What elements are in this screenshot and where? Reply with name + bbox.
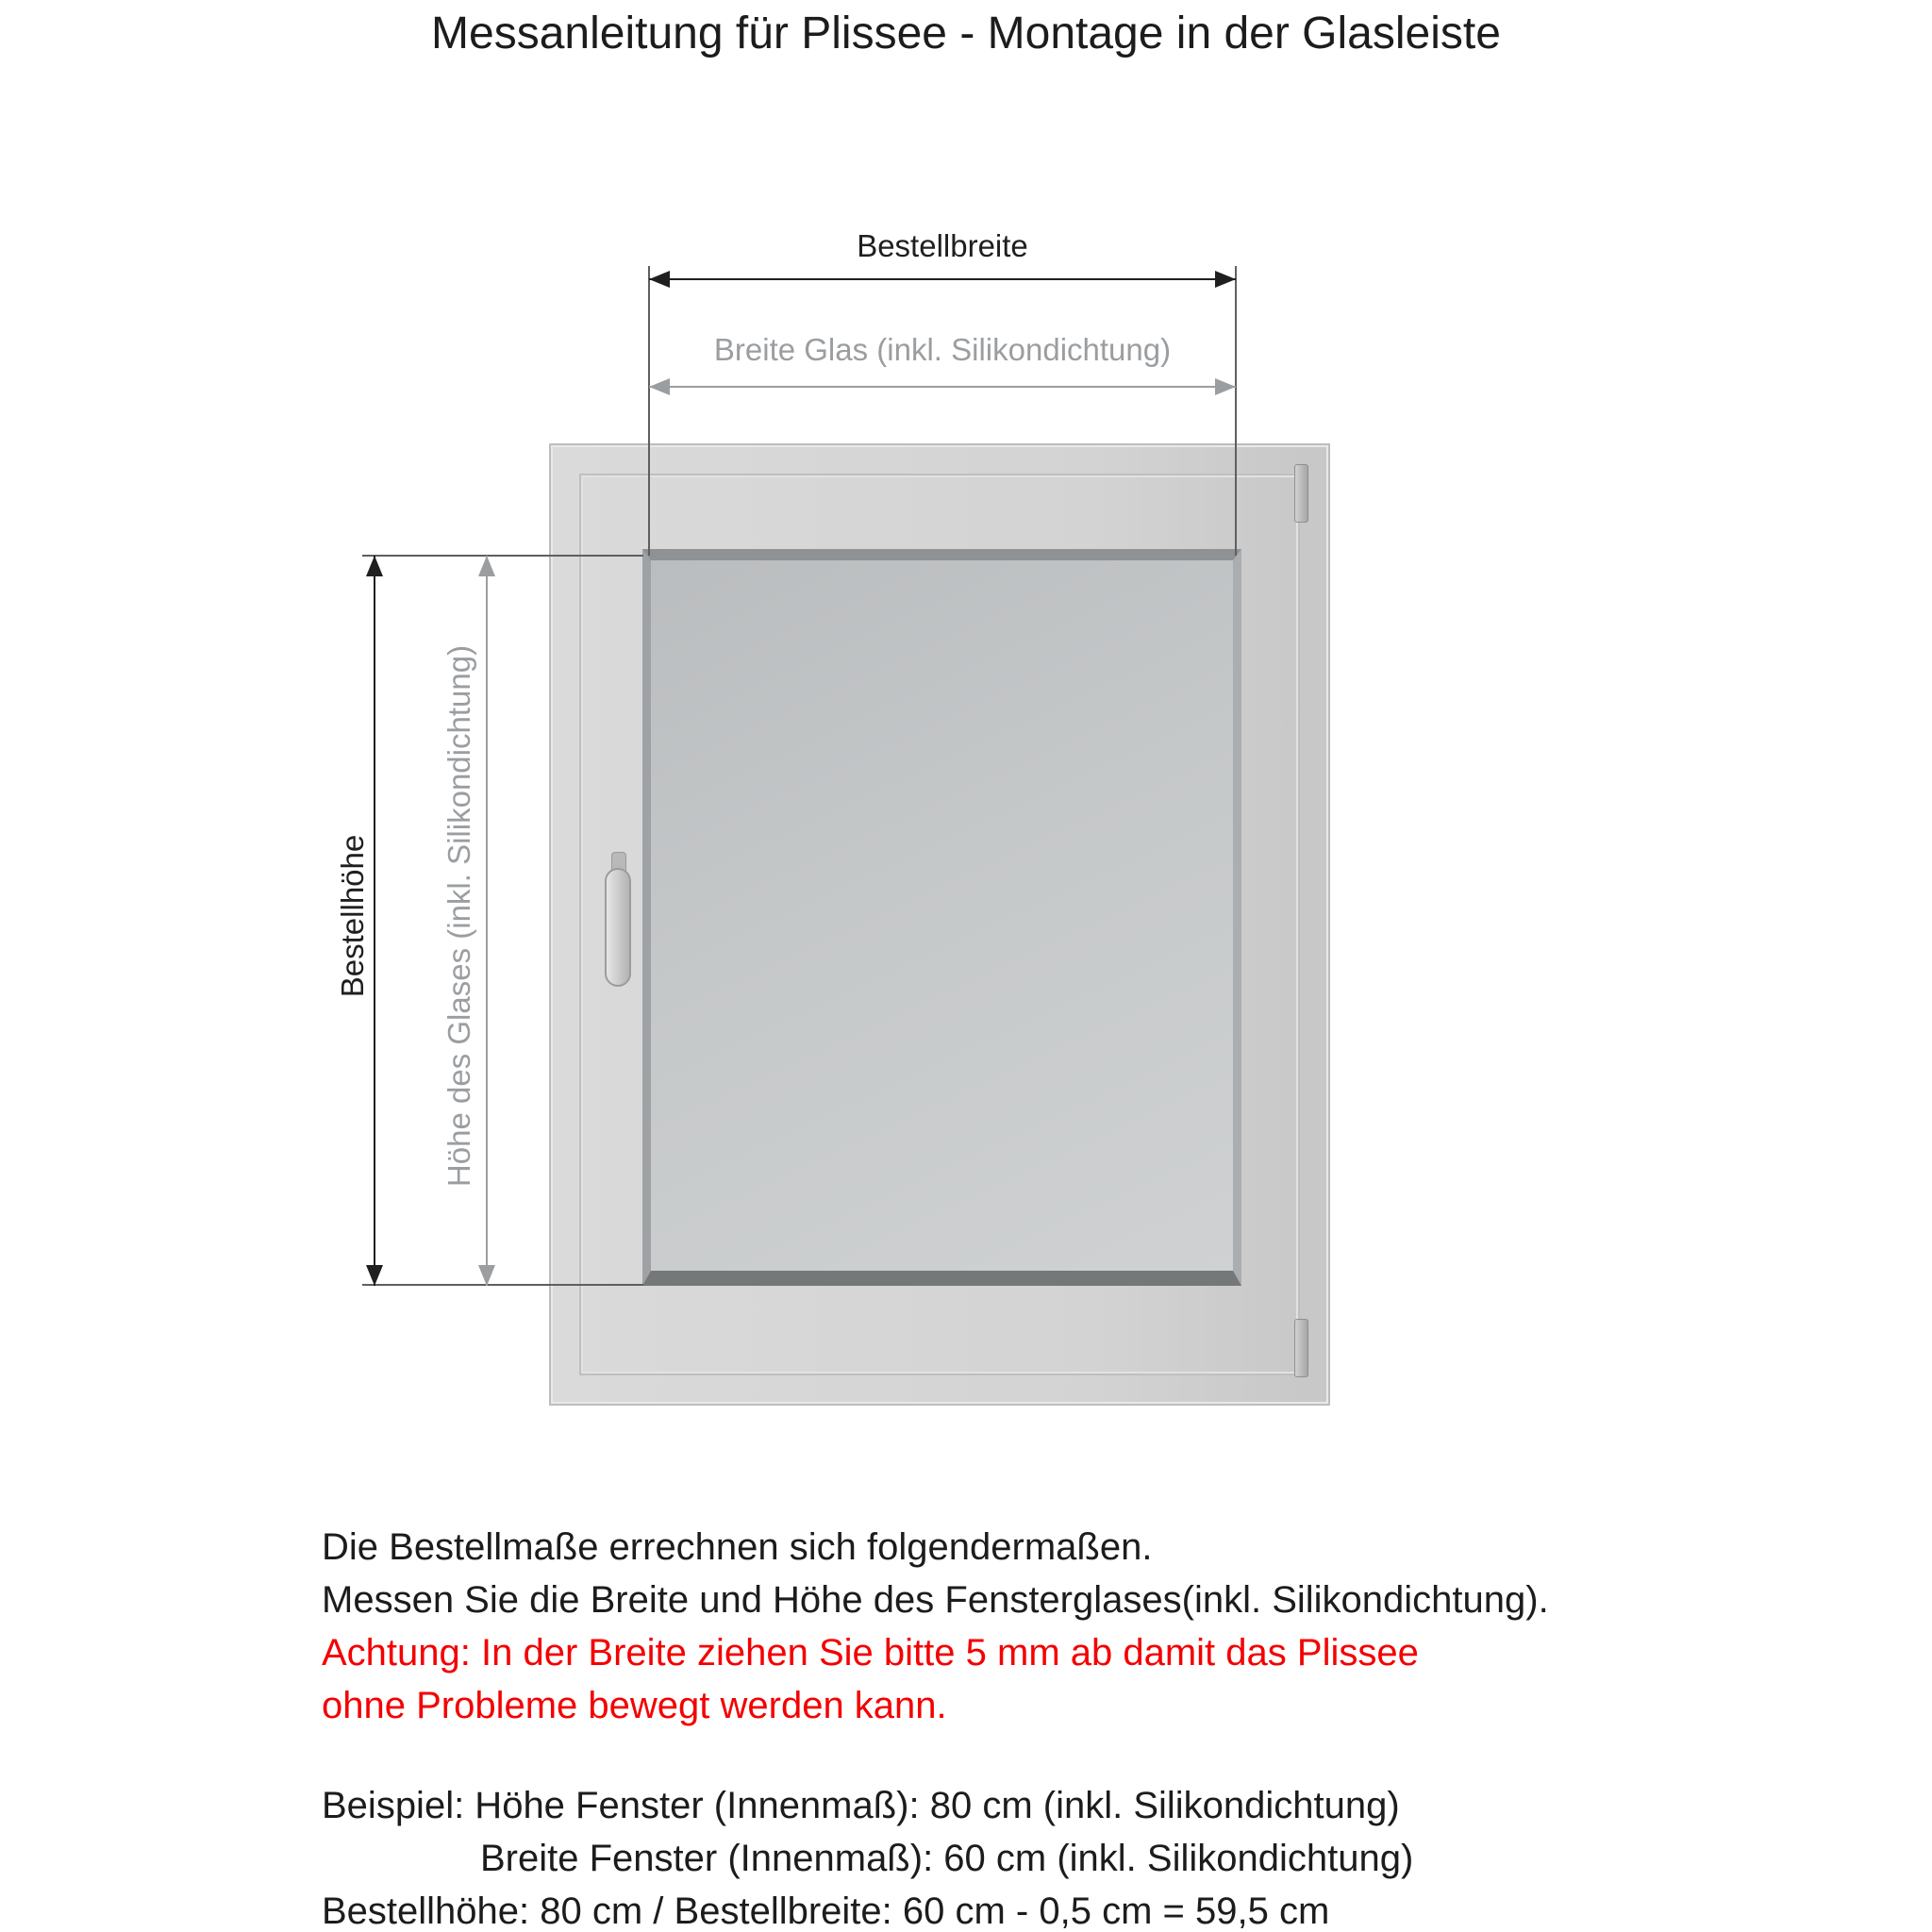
extension-line-glass-right (1235, 266, 1237, 556)
extension-line-glass-bottom (362, 1284, 643, 1286)
page-title: Messanleitung für Plissee - Montage in der Glasleiste (431, 8, 1501, 58)
label-glass-width: Breite Glas (inkl. Silikondichtung) (713, 332, 1172, 367)
extension-line-glass-left (648, 266, 650, 556)
instruction-line: Die Bestellmaße errechnen sich folgendermaßen. (322, 1526, 1153, 1568)
example-line: Bestellhöhe: 80 cm / Bestellbreite: 60 cm - 0,5 cm = 59,5 cm (322, 1890, 1330, 1932)
instruction-line: Messen Sie die Breite und Höhe des Fensterglases(inkl. Silikondichtung). (322, 1579, 1549, 1621)
example-line: Breite Fenster (Innenmaß): 60 cm (inkl. Silikondichtung) (480, 1838, 1414, 1879)
dimension-arrow-glass-width (649, 386, 1236, 388)
label-glass-height: Höhe des Glases (inkl. Silikondichtung) (441, 644, 476, 1188)
example-line: Beispiel: Höhe Fenster (Innenmaß): 80 cm (inkl. Silikondichtung) (322, 1785, 1400, 1826)
window-handle (605, 868, 631, 987)
dimension-arrow-order-height (374, 556, 375, 1286)
label-order-width: Bestellbreite (857, 228, 1028, 263)
example-block (322, 1779, 1413, 1932)
window-hinge-top (1294, 464, 1308, 523)
extension-line-glass-top (362, 555, 643, 557)
window-hinge-bottom (1294, 1319, 1308, 1377)
window-glass (642, 549, 1241, 1286)
dimension-arrow-glass-height (486, 556, 488, 1286)
instructions-block (322, 1521, 1549, 1732)
label-order-height: Bestellhöhe (335, 834, 370, 998)
warning-line: Achtung: In der Breite ziehen Sie bitte 5 mm ab damit das Plissee (322, 1632, 1419, 1674)
dimension-arrow-order-width (649, 278, 1236, 280)
warning-line: ohne Probleme bewegt werden kann. (322, 1685, 947, 1726)
